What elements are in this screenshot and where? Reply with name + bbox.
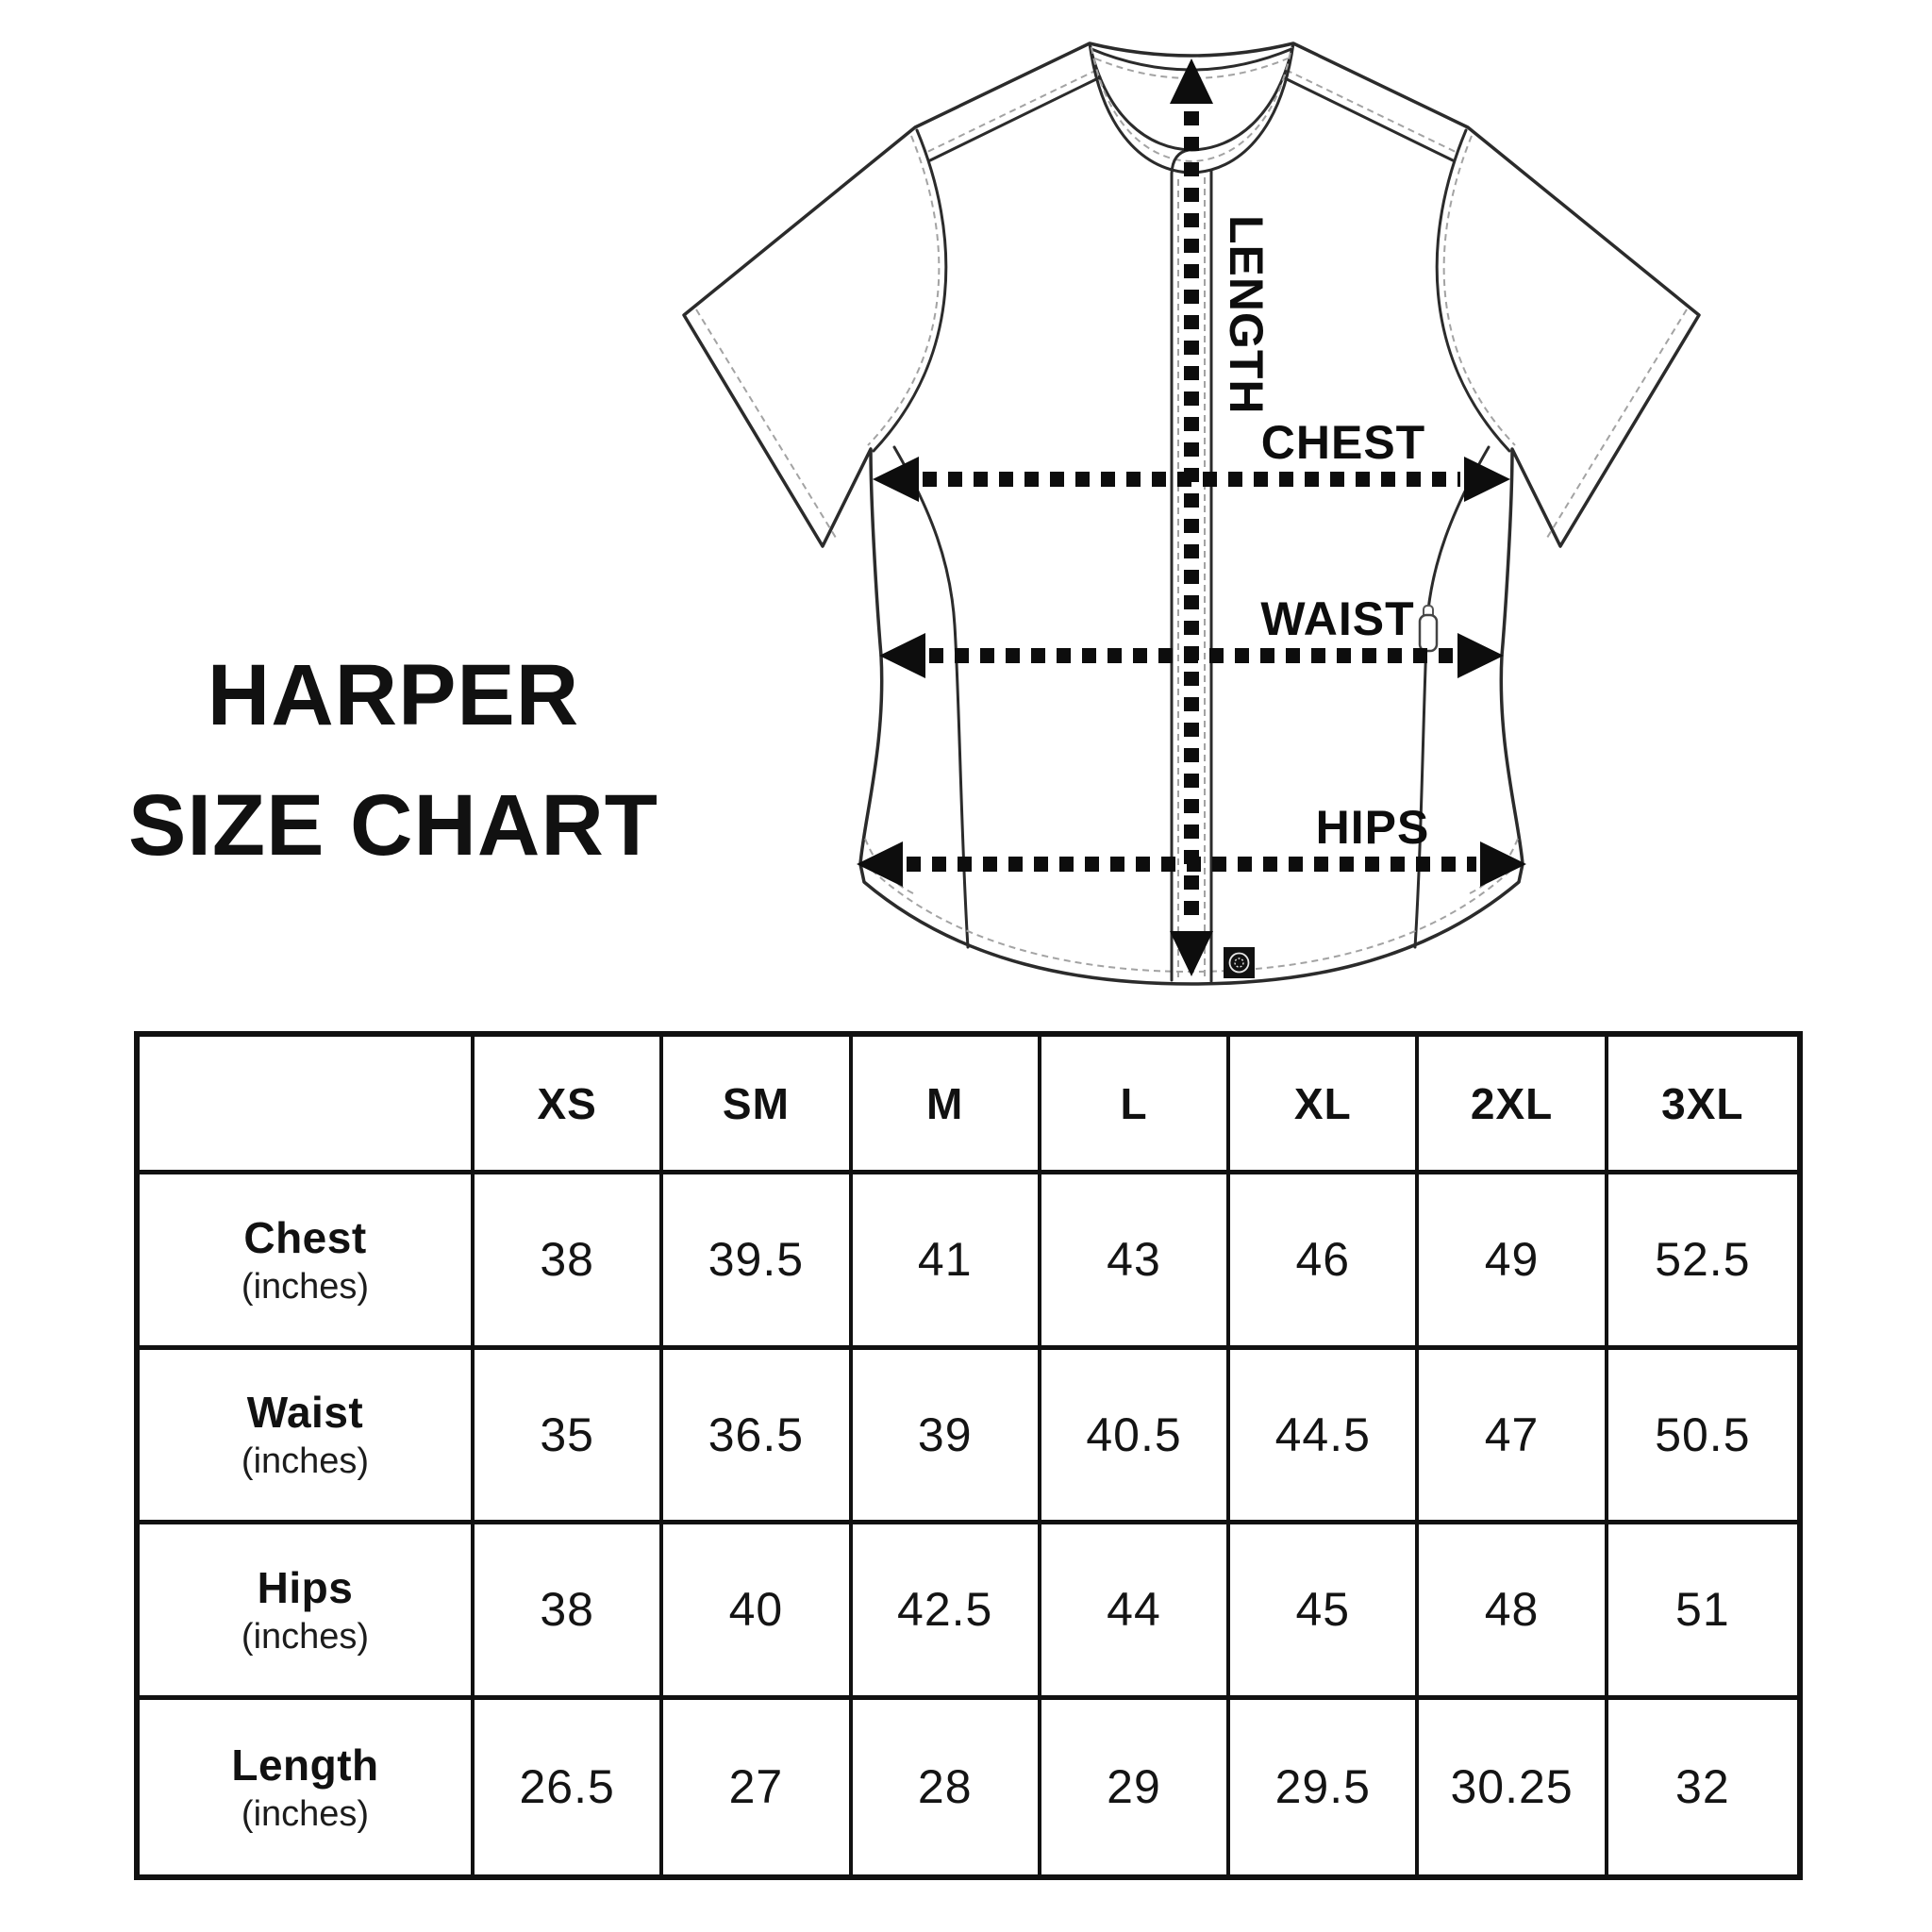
page-title-line1: HARPER [207,647,580,743]
table-cell: 40.5 [1041,1350,1230,1525]
table-cell: 29 [1041,1700,1230,1875]
row-label-text: Waist [246,1388,364,1438]
row-label-waist [140,1350,475,1525]
table-cell: 42.5 [853,1524,1041,1700]
table-cell: 49 [1419,1174,1607,1350]
table-cell: 36.5 [663,1350,852,1525]
row-label-unit: (inches) [241,1441,370,1482]
brand-tag-icon [1224,947,1255,978]
column-header-xl: XL [1230,1037,1419,1174]
column-header-3xl: 3XL [1608,1037,1797,1174]
table-cell: 38 [475,1174,663,1350]
shirt-diagram [679,36,1726,991]
row-label-text: Length [231,1740,379,1790]
row-label-text: Hips [257,1562,354,1612]
table-cell: 28 [853,1700,1041,1875]
row-label-hips [140,1524,475,1700]
length-label: LENGTH [1220,215,1273,415]
table-cell: 41 [853,1174,1041,1350]
row-label-chest [140,1174,475,1350]
waist-label: WAIST [1260,592,1415,645]
table-cell: 29.5 [1230,1700,1419,1875]
hips-label: HIPS [1315,801,1430,854]
row-label-unit: (inches) [241,1616,370,1657]
table-cell: 32 [1608,1700,1797,1875]
column-header-m: M [853,1037,1041,1174]
row-label-unit: (inches) [241,1266,370,1307]
table-cell: 30.25 [1419,1700,1607,1875]
table-cell: 48 [1419,1524,1607,1700]
table-cell: 38 [475,1524,663,1700]
table-cell: 39.5 [663,1174,852,1350]
table-cell: 47 [1419,1350,1607,1525]
shirt-silhouette [684,43,1699,984]
table-corner-cell [140,1037,475,1174]
table-cell: 50.5 [1608,1350,1797,1525]
row-label-length [140,1700,475,1875]
table-cell: 40 [663,1524,852,1700]
size-table [134,1031,1803,1880]
table-cell: 44 [1041,1524,1230,1700]
table-cell: 35 [475,1350,663,1525]
column-header-xs: XS [475,1037,663,1174]
table-cell: 44.5 [1230,1350,1419,1525]
table-cell: 45 [1230,1524,1419,1700]
column-header-sm: SM [663,1037,852,1174]
table-cell: 26.5 [475,1700,663,1875]
page-title-line2: SIZE CHART [128,777,658,874]
page-title [82,630,705,891]
column-header-2xl: 2XL [1419,1037,1607,1174]
table-cell: 27 [663,1700,852,1875]
table-cell: 52.5 [1608,1174,1797,1350]
column-header-l: L [1041,1037,1230,1174]
table-cell: 46 [1230,1174,1419,1350]
row-label-text: Chest [243,1212,367,1262]
table-cell: 39 [853,1350,1041,1525]
chest-label: CHEST [1260,416,1426,469]
row-label-unit: (inches) [241,1793,370,1834]
table-cell: 51 [1608,1524,1797,1700]
table-cell: 43 [1041,1174,1230,1350]
